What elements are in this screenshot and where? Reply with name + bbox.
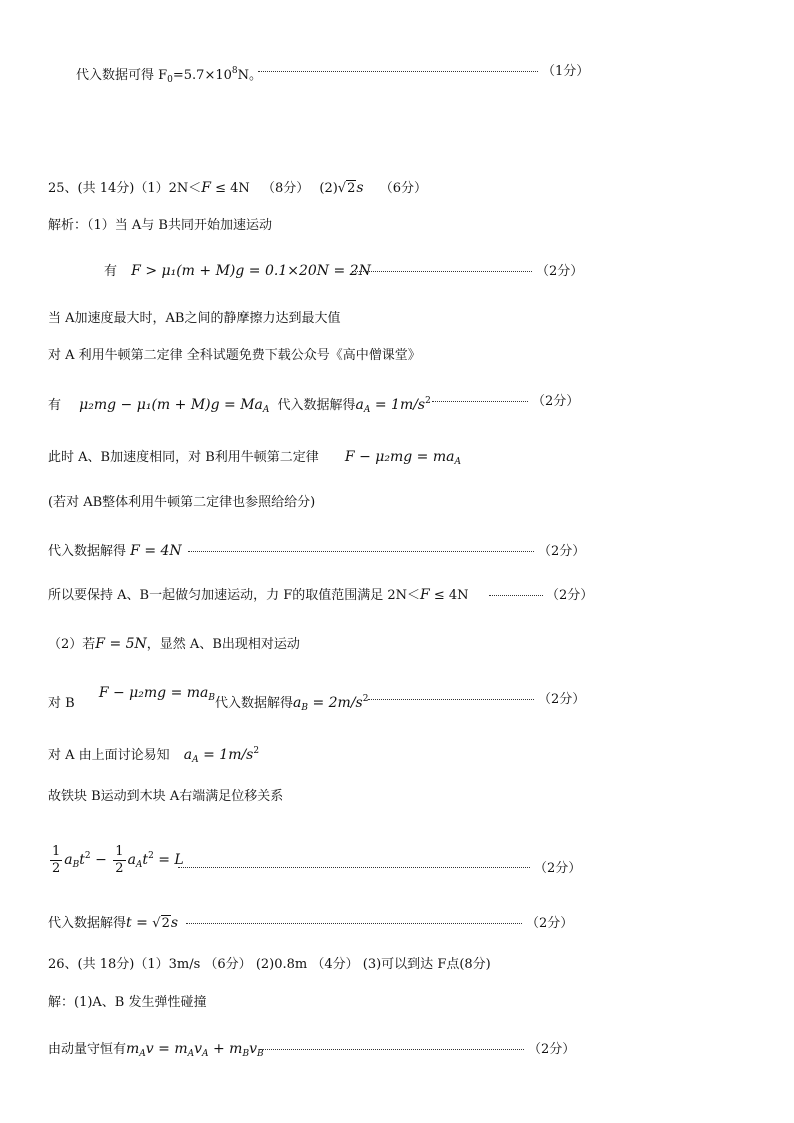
superscript: 2: [84, 851, 91, 861]
subscript: A: [262, 405, 270, 415]
line-text: (2): [319, 181, 338, 196]
subscript: A: [135, 860, 143, 870]
numerator: 1: [115, 844, 124, 859]
subscript: A: [187, 1049, 195, 1059]
line-text: 此时 A、B加速度相同，对 B利用牛顿第二定律: [48, 450, 319, 465]
text-line: [48, 446, 794, 468]
text-line: 对 A 利用牛顿第二定律 全科试题免费下载公众号《高中僧课堂》: [48, 348, 421, 363]
line-text: 对 B: [48, 696, 75, 711]
math-var: v: [194, 1041, 203, 1057]
superscript: 2: [148, 851, 154, 861]
line-text: ≤ 4N: [215, 181, 250, 196]
analysis-intro: 解析：（1）当 A与 B共同开始加速运动: [48, 218, 272, 233]
sqrt-symbol: √2: [152, 916, 170, 931]
radicand: 2: [161, 916, 170, 931]
numerator: 1: [52, 844, 61, 859]
subscript: A: [192, 755, 199, 765]
leader-dots: [186, 923, 522, 924]
math-var: a: [355, 397, 364, 413]
fraction: [113, 844, 125, 877]
score-label: （2分）: [528, 1042, 576, 1057]
math-var: a: [293, 695, 302, 711]
score-label: （2分）: [532, 394, 580, 409]
leader-dots: [258, 71, 538, 72]
score-label: （1分）: [542, 64, 590, 79]
question-25-header: [48, 177, 794, 199]
math-unit: s: [170, 915, 179, 931]
superscript: 8: [231, 66, 238, 76]
subscript: A: [139, 1049, 146, 1059]
line-text: （2）若: [48, 637, 96, 652]
math-expression: F = 5N: [95, 636, 147, 652]
score-label: （2分）: [534, 861, 582, 876]
line-text: N。: [237, 68, 263, 83]
math-unit: s: [356, 180, 364, 196]
line-text: ，显然 A、B出现相对运动: [146, 637, 300, 652]
score-label: （2分）: [538, 692, 586, 707]
math-var: F: [201, 180, 211, 196]
conclusion-line: [48, 584, 794, 606]
math-var: a: [183, 747, 193, 763]
score-label: （2分）: [536, 264, 584, 279]
leader-dots: [260, 1049, 524, 1050]
line-text: 所以要保持 A、B一起做匀加速运动，力 F的取值范围满足 2N＜: [48, 588, 421, 603]
leader-dots: [432, 401, 528, 402]
math-expression: v = m: [145, 1041, 188, 1057]
subscript: B: [242, 1049, 250, 1059]
math-expression: = 1m/s: [198, 747, 254, 763]
score-label: （2分）: [538, 544, 586, 559]
math-var: m: [126, 1041, 140, 1057]
subscript: B: [257, 1049, 264, 1059]
leader-dots: [368, 699, 534, 700]
leader-dots: [489, 595, 543, 596]
line-text: 由动量守恒有: [48, 1042, 127, 1057]
denominator: 2: [115, 861, 124, 876]
line-text: 代入数据解得: [48, 544, 127, 559]
leader-dots: [188, 551, 534, 552]
subscript: A: [202, 1049, 209, 1059]
displacement-equation: [48, 836, 794, 876]
text-line: 故铁块 B运动到木块 A右端满足位移关系: [48, 789, 284, 804]
leader-dots: [178, 867, 530, 868]
subscript: B: [208, 693, 215, 703]
line-text: 代入数据解得: [215, 696, 294, 711]
radicand: 2: [347, 181, 356, 196]
subscript: B: [301, 703, 308, 713]
line-text: 代入数据解得: [48, 916, 127, 931]
subscript: 0: [167, 75, 173, 85]
math-var: t: [142, 852, 149, 868]
score-label: （2分）: [546, 588, 594, 603]
score-label: （6分）: [379, 181, 427, 196]
math-var: F: [420, 587, 430, 603]
math-var: a: [64, 852, 73, 868]
math-var: t: [79, 852, 85, 868]
line-text: 对 A 由上面讨论易知: [48, 748, 170, 763]
line-text: 代入数据可得 F: [76, 68, 168, 83]
question-26-header: 26、(共 18分)（1）3m/s （6分） (2)0.8m （4分） (3)可以到达 F点(8分): [48, 957, 491, 972]
math-expression: = 1m/s: [370, 397, 426, 413]
line-text: 有: [48, 398, 62, 413]
math-expression: F − μ₂mg = ma: [98, 685, 209, 701]
superscript: 2: [253, 746, 260, 756]
line-text: 代入数据解得: [277, 398, 356, 413]
math-expression: F > μ₁(m + M)g = 0.1×20N = 2N: [131, 263, 371, 279]
subscript: A: [454, 457, 461, 467]
superscript: 2: [362, 694, 369, 704]
text-line: 当 A加速度最大时，AB之间的静摩擦力达到最大值: [48, 311, 341, 326]
solution-intro: 解：(1)A、B 发生弹性碰撞: [48, 995, 207, 1010]
subscript: B: [72, 860, 80, 870]
math-var: a: [127, 852, 136, 868]
math-var: v: [249, 1041, 257, 1057]
equation-line-2: [48, 390, 794, 415]
text-line: [48, 633, 794, 655]
line-text: 25、(共 14分)（1）2N＜: [48, 181, 202, 196]
score-label: （2分）: [526, 916, 574, 931]
score-label: （8分）: [261, 181, 310, 196]
line-text: =5.7×10: [172, 68, 232, 83]
math-expression: = L: [153, 852, 184, 868]
leader-dots: [352, 271, 532, 272]
math-operator: −: [90, 852, 112, 868]
subscript: A: [363, 405, 371, 415]
text-line: [48, 740, 794, 765]
math-expression: μ₂mg − μ₁(m + M)g = Ma: [79, 397, 263, 413]
fraction: [50, 844, 62, 877]
math-expression: F = 4N: [130, 543, 182, 559]
line-text: ≤ 4N: [433, 588, 469, 603]
math-expression: + m: [208, 1041, 243, 1057]
math-expression: F − μ₂mg = ma: [344, 449, 455, 465]
line-text: 有: [104, 264, 118, 279]
sqrt-symbol: √2: [337, 181, 356, 196]
math-expression: t =: [126, 915, 153, 931]
note-line: (若对 AB整体利用牛顿第二定律也参照给给分): [48, 495, 316, 510]
superscript: 2: [425, 396, 431, 406]
denominator: 2: [52, 861, 61, 876]
math-expression: = 2m/s: [308, 695, 363, 711]
